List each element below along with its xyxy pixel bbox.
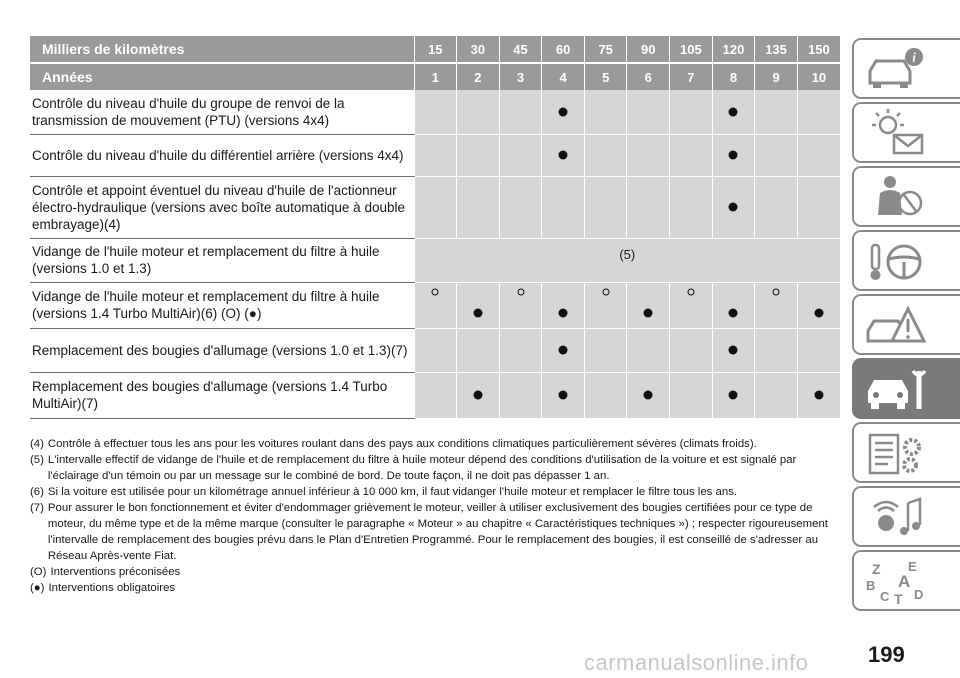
schedule-cell bbox=[542, 90, 585, 134]
schedule-cell bbox=[797, 134, 840, 176]
recommended-intervention-circle bbox=[687, 289, 694, 296]
index-letter-a: A bbox=[898, 572, 911, 591]
recommended-intervention-circle bbox=[773, 289, 780, 296]
table-row bbox=[30, 372, 840, 418]
footnote-text: Interventions obligatoires bbox=[48, 582, 176, 594]
index-letter-b: B bbox=[866, 578, 876, 593]
tab-warning-lights[interactable] bbox=[852, 102, 960, 163]
schedule-cell bbox=[797, 176, 840, 238]
years-header-row bbox=[30, 63, 840, 90]
schedule-cell bbox=[499, 282, 542, 328]
schedule-cell bbox=[457, 134, 500, 176]
row-description: Remplacement des bougies d'allumage (versions 1.4 Turbo MultiAir)(7) bbox=[30, 372, 414, 418]
tab-technical-data[interactable] bbox=[852, 422, 960, 483]
technical-data-icon bbox=[864, 429, 928, 479]
schedule-cell bbox=[627, 134, 670, 176]
index-letter-e: E bbox=[908, 559, 917, 574]
table-row bbox=[30, 134, 840, 176]
multimedia-icon bbox=[864, 493, 928, 543]
table-row bbox=[30, 328, 840, 372]
schedule-cell bbox=[755, 176, 798, 238]
index-letter-z: Z bbox=[872, 561, 881, 577]
mandatory-intervention-dot bbox=[729, 107, 738, 116]
emergency-icon bbox=[864, 301, 928, 351]
schedule-cell bbox=[797, 372, 840, 418]
schedule-cell bbox=[627, 372, 670, 418]
mandatory-intervention-dot bbox=[559, 309, 568, 318]
km-header-label: Milliers de kilomètres bbox=[30, 36, 414, 63]
table-row bbox=[30, 282, 840, 328]
schedule-cell bbox=[414, 328, 457, 372]
mandatory-intervention-dot bbox=[559, 107, 568, 116]
mandatory-intervention-dot bbox=[559, 151, 568, 160]
mandatory-intervention-dot bbox=[644, 391, 653, 400]
schedule-cell bbox=[457, 282, 500, 328]
footnote bbox=[30, 500, 842, 564]
table-row bbox=[30, 238, 840, 282]
schedule-cell bbox=[584, 328, 627, 372]
schedule-cell bbox=[670, 90, 713, 134]
table-row bbox=[30, 176, 840, 238]
year-header-cell: 3 bbox=[499, 63, 542, 90]
mandatory-intervention-dot bbox=[729, 346, 738, 355]
index-letter-t: T bbox=[894, 591, 903, 607]
schedule-cell bbox=[755, 134, 798, 176]
footnote bbox=[30, 452, 842, 484]
row-description: Contrôle du niveau d'huile du groupe de renvoi de la transmission de mouvement (PTU) (versions 4x4) bbox=[30, 90, 414, 134]
year-header-cell: 4 bbox=[542, 63, 585, 90]
schedule-cell bbox=[499, 328, 542, 372]
schedule-cell bbox=[414, 176, 457, 238]
footnote-text: Contrôle à effectuer tous les ans pour les voitures roulant dans des pays aux conditions climatiques particulièrement sévères (climats froids). bbox=[47, 438, 757, 450]
recommended-intervention-circle bbox=[517, 289, 524, 296]
car-maintenance-icon bbox=[864, 365, 928, 415]
km-header-cell: 120 bbox=[712, 36, 755, 63]
page-number: 199 bbox=[868, 642, 905, 667]
row-description: Vidange de l'huile moteur et remplacement du filtre à huile (versions 1.4 Turbo MultiAir)(6) (O) (●) bbox=[30, 282, 414, 328]
index-letter-c: C bbox=[880, 589, 890, 604]
footnote-text: Pour assurer le bon fonctionnement et éviter d'endommager grièvement le moteur, veiller à utiliser exclusivement des bougies certifiées pour ce type de moteur, du même type et de la même marque (consulter le paragraphe « Moteur » au chapitre « Caractéristiques techniques ») ; respecter rigoureusement l'intervalle de remplacement des bougies prévu dans le Plan d'Entretien Programmé. Pour le remplacement des bougies, il est conseillé de s'adresser au Réseau Après-vente Fiat. bbox=[47, 502, 828, 562]
schedule-cell bbox=[457, 372, 500, 418]
footnote-text: L'intervalle effectif de vidange de l'huile et de remplacement du filtre à huile moteur dépend des conditions d'utilisation de la voiture et est signalé par l'éclairage d'un témoin ou par un message sur le combiné de bord. De toute façon, il ne doit pas dépasser 1 an. bbox=[47, 454, 797, 482]
mandatory-intervention-dot bbox=[814, 309, 823, 318]
index-icon bbox=[864, 557, 928, 607]
mandatory-intervention-dot bbox=[559, 391, 568, 400]
schedule-cell bbox=[542, 134, 585, 176]
km-header-cell: 45 bbox=[499, 36, 542, 63]
recommended-intervention-circle bbox=[602, 289, 609, 296]
table-row bbox=[30, 90, 840, 134]
footnote-text: Interventions préconisées bbox=[50, 566, 181, 578]
schedule-cell bbox=[712, 90, 755, 134]
km-header-cell: 30 bbox=[457, 36, 500, 63]
row-description: Remplacement des bougies d'allumage (versions 1.0 et 1.3)(7) bbox=[30, 328, 414, 372]
mandatory-intervention-dot bbox=[729, 391, 738, 400]
tab-safety[interactable] bbox=[852, 166, 960, 227]
schedule-cell bbox=[797, 328, 840, 372]
years-header-label: Années bbox=[30, 63, 414, 90]
schedule-cell bbox=[712, 282, 755, 328]
km-header-cell: 150 bbox=[797, 36, 840, 63]
schedule-cell bbox=[670, 134, 713, 176]
year-header-cell: 9 bbox=[755, 63, 798, 90]
mandatory-intervention-dot bbox=[473, 309, 482, 318]
tab-index[interactable] bbox=[852, 550, 960, 611]
schedule-cell bbox=[499, 90, 542, 134]
footnotes bbox=[30, 436, 842, 596]
schedule-cell bbox=[542, 328, 585, 372]
km-header-cell: 105 bbox=[670, 36, 713, 63]
tab-car-info[interactable] bbox=[852, 38, 960, 99]
watermark: carmanualsonline.info bbox=[584, 650, 809, 675]
km-header-row bbox=[30, 36, 840, 63]
km-header-cell: 60 bbox=[542, 36, 585, 63]
schedule-cell bbox=[542, 282, 585, 328]
mandatory-intervention-dot bbox=[729, 309, 738, 318]
schedule-cell bbox=[712, 328, 755, 372]
km-header-cell: 135 bbox=[755, 36, 798, 63]
svg-text:i: i bbox=[912, 49, 916, 65]
schedule-cell bbox=[584, 176, 627, 238]
footnote bbox=[30, 580, 842, 596]
schedule-cell bbox=[542, 176, 585, 238]
footnote-number: (O) bbox=[30, 566, 47, 578]
footnote-number: (7) bbox=[30, 502, 44, 514]
schedule-cell bbox=[670, 176, 713, 238]
year-header-cell: 6 bbox=[627, 63, 670, 90]
schedule-cell bbox=[584, 90, 627, 134]
schedule-cell bbox=[499, 176, 542, 238]
mandatory-intervention-dot bbox=[814, 391, 823, 400]
schedule-cell bbox=[414, 372, 457, 418]
schedule-cell bbox=[755, 90, 798, 134]
schedule-cell bbox=[755, 328, 798, 372]
row-description: Contrôle et appoint éventuel du niveau d'huile de l'actionneur électro-hydraulique (versions avec boîte automatique à double embrayage)(4) bbox=[30, 176, 414, 238]
recommended-intervention-circle bbox=[432, 289, 439, 296]
mandatory-intervention-dot bbox=[473, 391, 482, 400]
warning-lights-icon bbox=[864, 109, 928, 159]
schedule-cell bbox=[755, 282, 798, 328]
year-header-cell: 8 bbox=[712, 63, 755, 90]
schedule-cell bbox=[712, 176, 755, 238]
schedule-cell bbox=[670, 372, 713, 418]
row-description: Contrôle du niveau d'huile du différentiel arrière (versions 4x4) bbox=[30, 134, 414, 176]
mandatory-intervention-dot bbox=[644, 309, 653, 318]
footnote-number: (6) bbox=[30, 486, 44, 498]
tab-emergency[interactable] bbox=[852, 294, 960, 355]
footnote-number: (4) bbox=[30, 438, 44, 450]
schedule-cell bbox=[712, 134, 755, 176]
schedule-cell bbox=[584, 372, 627, 418]
schedule-cell bbox=[457, 328, 500, 372]
year-header-cell: 10 bbox=[797, 63, 840, 90]
schedule-cell bbox=[584, 282, 627, 328]
safety-airbag-icon bbox=[864, 173, 928, 223]
maintenance-schedule-table bbox=[30, 36, 840, 419]
schedule-cell bbox=[627, 282, 670, 328]
schedule-cell bbox=[627, 328, 670, 372]
mandatory-intervention-dot bbox=[729, 203, 738, 212]
tab-maintenance[interactable] bbox=[852, 358, 960, 419]
footnote bbox=[30, 564, 842, 580]
footnote bbox=[30, 484, 842, 500]
schedule-cell bbox=[627, 176, 670, 238]
year-header-cell: 2 bbox=[457, 63, 500, 90]
schedule-cell bbox=[755, 372, 798, 418]
car-info-icon bbox=[864, 45, 928, 95]
schedule-cell bbox=[584, 134, 627, 176]
schedule-cell bbox=[499, 134, 542, 176]
footnote-text: Si la voiture est utilisée pour un kilométrage annuel inférieur à 10 000 km, il faut vidanger l'huile moteur et remplacer le filtre tous les ans. bbox=[47, 486, 738, 498]
mandatory-intervention-dot bbox=[559, 346, 568, 355]
tab-multimedia[interactable] bbox=[852, 486, 960, 547]
schedule-cell bbox=[414, 282, 457, 328]
schedule-cell bbox=[542, 372, 585, 418]
year-header-cell: 1 bbox=[414, 63, 457, 90]
starting-driving-icon bbox=[864, 237, 928, 287]
table-body bbox=[30, 36, 840, 418]
schedule-cell bbox=[797, 282, 840, 328]
schedule-cell bbox=[627, 90, 670, 134]
mandatory-intervention-dot bbox=[729, 151, 738, 160]
tab-starting-driving[interactable] bbox=[852, 230, 960, 291]
schedule-cell bbox=[457, 90, 500, 134]
km-header-cell: 75 bbox=[584, 36, 627, 63]
schedule-cell bbox=[670, 328, 713, 372]
schedule-cell bbox=[457, 176, 500, 238]
schedule-cell bbox=[414, 134, 457, 176]
schedule-cell bbox=[414, 90, 457, 134]
year-header-cell: 7 bbox=[670, 63, 713, 90]
row-span-note: (5) bbox=[414, 238, 840, 282]
km-header-cell: 90 bbox=[627, 36, 670, 63]
index-letter-d: D bbox=[914, 587, 924, 602]
schedule-cell bbox=[499, 372, 542, 418]
row-description: Vidange de l'huile moteur et remplacement du filtre à huile (versions 1.0 et 1.3) bbox=[30, 238, 414, 282]
schedule-cell bbox=[797, 90, 840, 134]
schedule-cell bbox=[670, 282, 713, 328]
schedule-cell bbox=[712, 372, 755, 418]
footnote bbox=[30, 436, 842, 452]
footnote-number: (5) bbox=[30, 454, 44, 466]
km-header-cell: 15 bbox=[414, 36, 457, 63]
year-header-cell: 5 bbox=[584, 63, 627, 90]
footnote-number: (●) bbox=[30, 582, 45, 594]
